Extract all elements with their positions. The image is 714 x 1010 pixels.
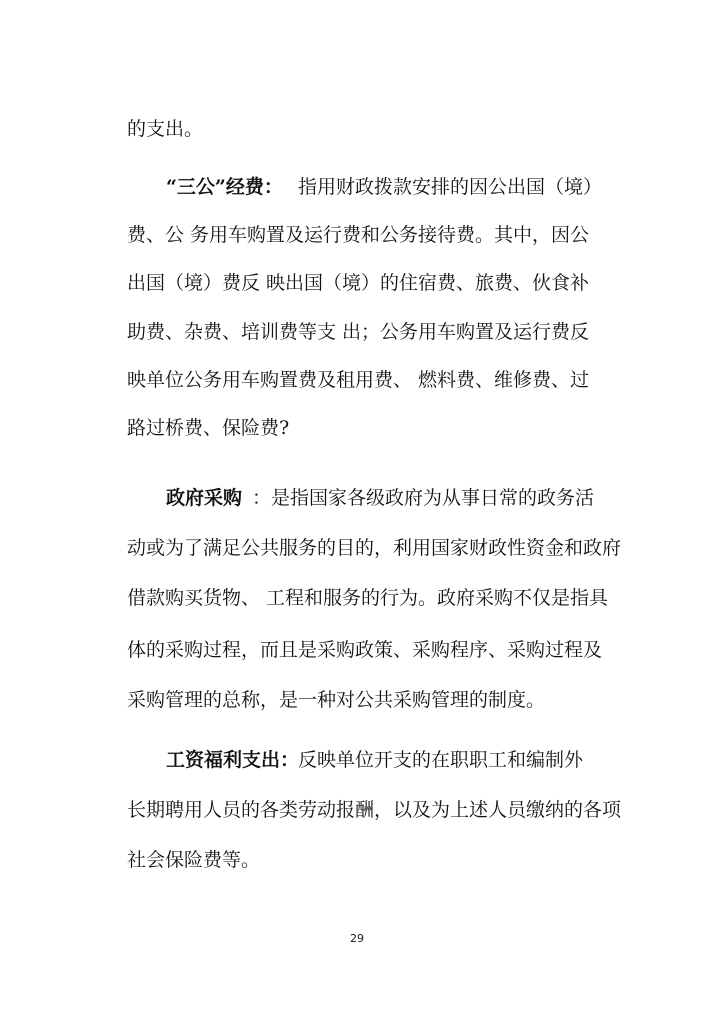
text-run: 动或为了满足公共服务的目的，利用国家财政性资金和政府 [127, 537, 622, 559]
text-run: 长期聘用人员的各类劳动报酬，以及为上述人员缴纳的各项 [127, 799, 622, 821]
text-line [0, 114, 714, 144]
text-run: 采购管理的总称，是一种对公共采购管理的制度。 [127, 689, 546, 711]
text-run: 出国（境）费反 映出国（境）的住宿费、旅费、伙食补 [127, 272, 590, 294]
term-san-gong-jing-fei: “三公”经费： [166, 176, 283, 198]
text-run: 费、公 务用车购置及运行费和公务接待费。其中，因公 [127, 224, 590, 246]
text-run: 反映单位开支的在职职工和编制外 [298, 749, 584, 771]
text-line [0, 172, 714, 202]
text-run: 体的采购过程，而且是采购政策、采购程序、采购过程及 [127, 639, 603, 661]
text-line [0, 583, 714, 613]
text-line [0, 685, 714, 715]
text-line [0, 365, 714, 395]
text-line [0, 635, 714, 665]
text-line [0, 745, 714, 775]
text-run: 社会保险费等。 [127, 849, 261, 871]
text-line [0, 845, 714, 875]
text-line [0, 533, 714, 563]
text-line [0, 220, 714, 250]
text-line [0, 268, 714, 298]
text-run: 的支出。 [127, 118, 204, 140]
text-run: 助费、杂费、培训费等支 出；公务用车购置及运行费反 [127, 321, 590, 343]
term-gong-zi-fu-li-zhi-chu: 工资福利支出： [166, 749, 300, 771]
text-line [0, 413, 714, 443]
text-line [0, 317, 714, 347]
text-run: ：是指国家各级政府为从事日常的政务活 [252, 487, 595, 509]
term-zheng-fu-cai-gou: 政府采购 [166, 487, 249, 509]
text-run: 映单位公务用车购置费及租用费、 燃料费、维修费、过 [127, 369, 590, 391]
text-line [0, 483, 714, 513]
text-run: 路过桥费、保险费? [127, 417, 290, 439]
text-run: 指用财政拨款安排的因公出国（境） [298, 176, 603, 198]
page-number: 29 [350, 932, 364, 945]
text-run: 借款购买货物、 工程和服务的行为。政府采购不仅是指具 [127, 587, 609, 609]
text-line [0, 795, 714, 825]
